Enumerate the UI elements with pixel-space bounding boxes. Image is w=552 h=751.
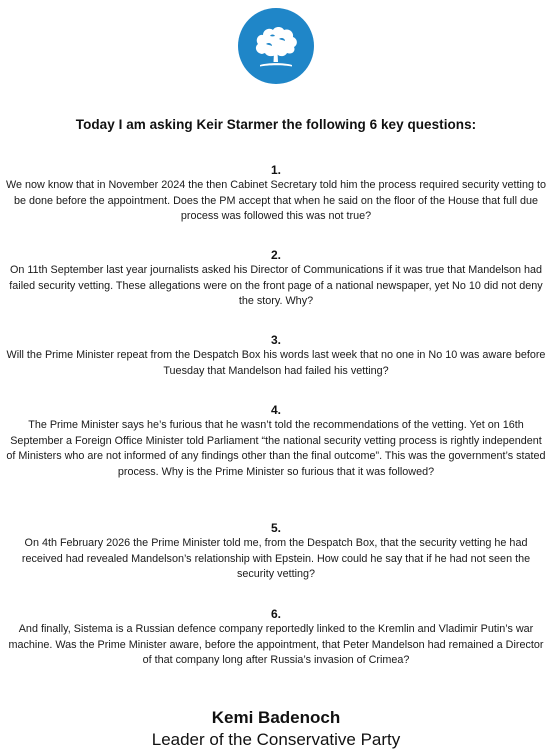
conservative-party-logo (238, 8, 314, 84)
oak-tree-icon (248, 18, 304, 74)
question-5-number: 5. (270, 521, 281, 535)
signature-name: Kemi Badenoch (211, 708, 341, 727)
question-4-text: The Prime Minister says he’s furious that he wasn’t told the recommendations of the vetting. Yet on 16th September a Foreign Office Minister told Parliament “the national security vetting process is rightly independent of Ministers who are not informed of any findings other than the final outcome”. This was the government’s stated process. Why is the Prime Minister so furious that it was followed? (6, 419, 546, 478)
page-heading: Today I am asking Keir Starmer the following 6 key questions: (75, 117, 477, 132)
signature-title: Leader of the Conservative Party (151, 730, 401, 749)
question-2-text: On 11th September last year journalists asked his Director of Communications if it was true that Mandelson had failed security vetting. These allegations were on the front page of a national newspaper, yet No 10 did not deny the story. Why? (9, 264, 543, 308)
question-3-number: 3. (270, 333, 281, 347)
question-1-number: 1. (270, 163, 281, 177)
question-5-text: On 4th February 2026 the Prime Minister told me, from the Despatch Box, that the security vetting he had received had revealed Mandelson’s relationship with Epstein. How could he say that if he had not seen the security vetting? (21, 537, 531, 581)
question-2-number: 2. (270, 248, 281, 262)
question-6-number: 6. (270, 607, 281, 621)
question-4-number: 4. (270, 403, 281, 417)
question-6-text: And finally, Sistema is a Russian defence company reportedly linked to the Kremlin and Vladimir Putin’s war machine. Was the Prime Minister aware, before the appointment, that Peter Mandelson had remained a Director of that company long after Russia’s invasion of Crimea? (8, 623, 544, 667)
question-3-text: Will the Prime Minister repeat from the Despatch Box his words last week that no one in No 10 was aware before Tuesday that Mandelson had failed his vetting? (6, 349, 546, 377)
question-1-text: We now know that in November 2024 the then Cabinet Secretary told him the process required security vetting to be done before the appointment. Does the PM accept that when he said on the floor of the House that full due process was followed this was not true? (6, 179, 546, 223)
